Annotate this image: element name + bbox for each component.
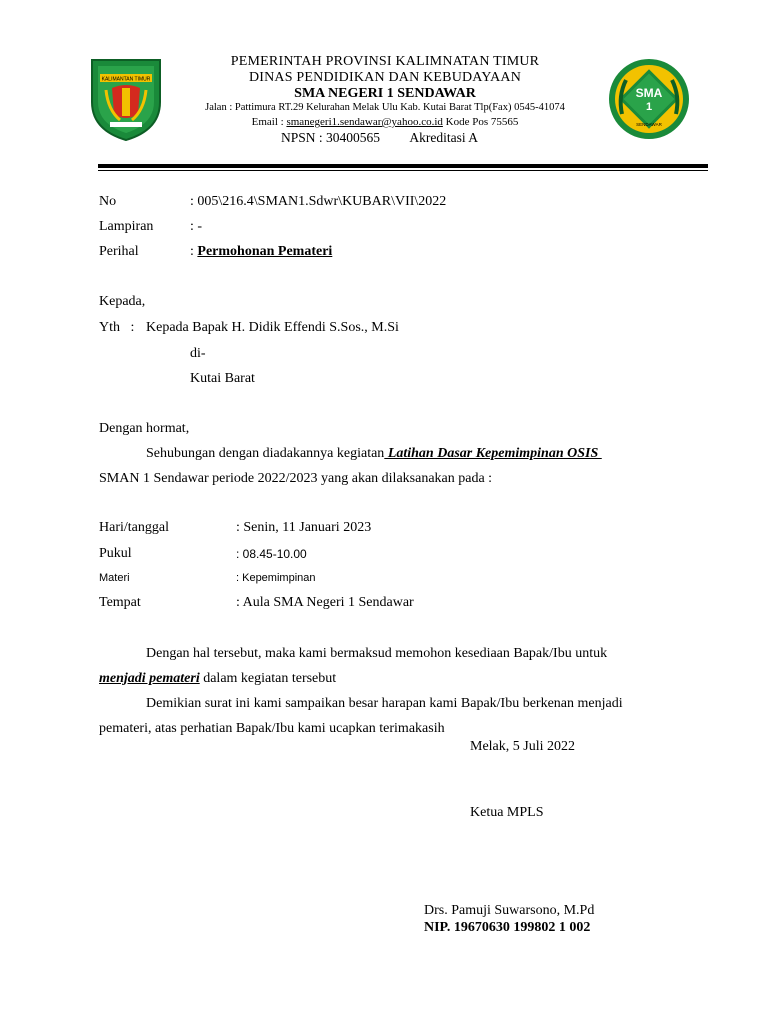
- header-address: Jalan : Pattimura RT.29 Kelurahan Melak Ulu Kab. Kutai Barat Tlp(Fax) 0545-41074: [205, 102, 565, 113]
- school-emblem-logo: [606, 56, 692, 142]
- no-value: : 005\216.4\SMAN1.Sdwr\KUBAR\VII\2022: [190, 194, 447, 209]
- header-contact: [170, 116, 600, 128]
- p1-start: Sehubungan dengan diadakannya kegiatan: [146, 446, 385, 461]
- p2-emphasis: menjadi pemateri: [99, 671, 200, 686]
- lampiran-value: : -: [190, 219, 203, 234]
- signer-position: Ketua MPLS: [470, 805, 544, 820]
- province-crest-logo: [86, 54, 166, 142]
- paragraph-3-line-1: Demikian surat ini kami sampaikan besar harapan kami Bapak/Ibu berkenan menjadi: [146, 696, 623, 711]
- detail-hari-label: Hari/tanggal: [99, 520, 169, 535]
- header-school-name: SMA NEGERI 1 SENDAWAR: [294, 86, 476, 101]
- recipient-name: Kepada Bapak H. Didik Effendi S.Sos., M.Si: [146, 320, 399, 335]
- perihal-subject: Permohonan Pemateri: [197, 244, 333, 259]
- emblem-sub-text: SENDAWAR: [636, 122, 662, 127]
- detail-materi-value: : Kepemimpinan: [236, 572, 316, 584]
- detail-hari-value: : Senin, 11 Januari 2023: [236, 520, 372, 535]
- accreditation-text: Akreditasi A: [409, 130, 479, 145]
- email-link[interactable]: smanegeri1.sendawar@yahoo.co.id: [286, 116, 443, 128]
- header-department: DINAS PENDIDIKAN DAN KEBUDAYAAN: [248, 70, 522, 85]
- paragraph-2-line-1: Dengan hal tersebut, maka kami bermaksud memohon kesediaan Bapak/Ibu untuk: [146, 646, 608, 661]
- emblem-number-text: 1: [645, 101, 653, 113]
- paragraph-1-line-1: [146, 446, 602, 462]
- postcode: Kode Pos 75565: [445, 116, 519, 128]
- crest-banner-text: KALIMANTAN TIMUR: [101, 76, 151, 83]
- recipient-place: Kutai Barat: [190, 371, 255, 386]
- perihal-colon: :: [190, 244, 194, 259]
- signer-nip: NIP. 19670630 199802 1 002: [424, 920, 591, 935]
- detail-materi-label: Materi: [99, 572, 130, 584]
- recipient-di: di-: [190, 346, 206, 361]
- detail-tempat-value: : Aula SMA Negeri 1 Sendawar: [236, 595, 414, 610]
- detail-pukul-value: : 08.45-10.00: [236, 547, 307, 561]
- greeting: Dengan hormat,: [99, 421, 190, 436]
- paragraph-3-line-2: pemateri, atas perhatian Bapak/Ibu kami ucapkan terimakasih: [99, 721, 445, 736]
- paragraph-2-line-2: [99, 671, 336, 687]
- email-label: Email :: [251, 116, 284, 128]
- npsn-text: NPSN : 30400565: [281, 130, 381, 145]
- p1-event-name: Latihan Dasar Kepemimpinan OSIS: [384, 446, 602, 461]
- perihal-label: Perihal: [99, 244, 139, 259]
- header-government: PEMERINTAH PROVINSI KALIMNATAN TIMUR: [230, 54, 540, 69]
- p2-rest: dalam kegiatan tersebut: [199, 671, 337, 686]
- header-npsn: [281, 130, 478, 146]
- kepada-label: Kepada,: [99, 294, 146, 309]
- no-label: No: [99, 194, 117, 209]
- place-date: Melak, 5 Juli 2022: [470, 739, 575, 754]
- paragraph-1-line-2: SMAN 1 Sendawar periode 2022/2023 yang akan dilaksanakan pada :: [99, 471, 493, 486]
- detail-tempat-label: Tempat: [99, 595, 141, 610]
- detail-pukul-label: Pukul: [99, 546, 132, 561]
- lampiran-label: Lampiran: [99, 219, 154, 234]
- header-divider-thin: [98, 170, 708, 171]
- yth-label: Yth :: [99, 320, 135, 335]
- header-divider-thick: [98, 164, 708, 168]
- signer-name: Drs. Pamuji Suwarsono, M.Pd: [424, 903, 595, 918]
- emblem-sma-text: SMA: [635, 86, 663, 100]
- perihal-value: [190, 244, 332, 260]
